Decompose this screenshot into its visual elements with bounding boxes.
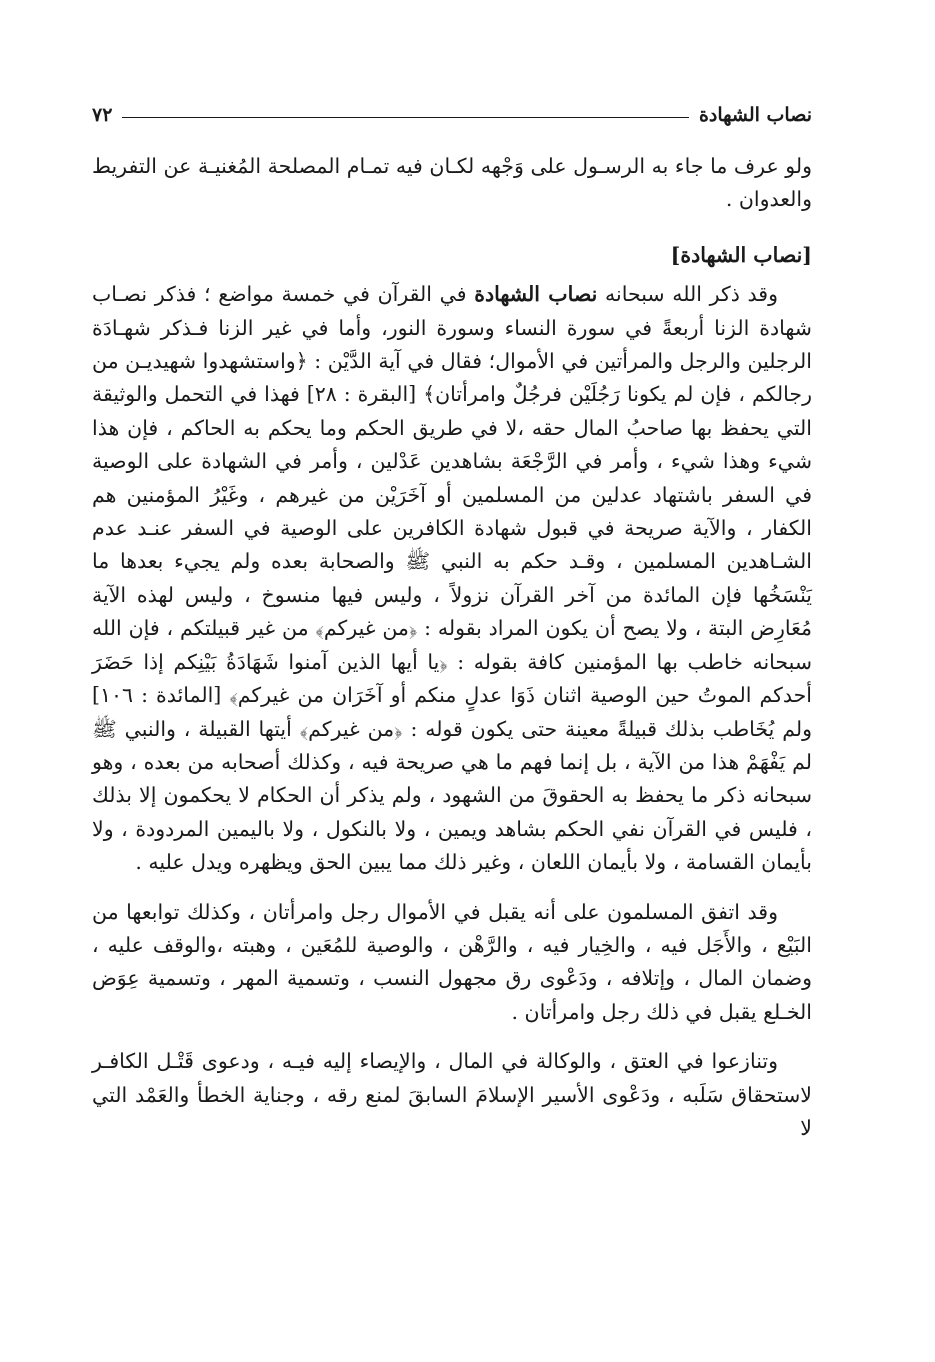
page-number: ٧٢ xyxy=(92,104,113,126)
section-heading: [نصاب الشهادة] xyxy=(670,242,812,267)
paragraph-1 xyxy=(92,278,812,879)
paragraph-1-start: وقد ذكر الله سبحانه xyxy=(597,282,779,307)
running-title: نصاب الشهادة xyxy=(698,104,812,126)
running-header xyxy=(92,96,812,126)
book-page xyxy=(92,96,812,1145)
paragraph-1-bold-term: نصاب الشهادة xyxy=(474,282,598,307)
body-text xyxy=(92,150,812,1145)
paragraph-1-rest: في القرآن في خمسة مواضع ؛ فذكر نصـاب شهادة الزنا أربعةً في سورة النساء وسورة النور، وأما في غير الزنا فـذكر شهـادَة الرجلين والرجل والمرأتين في الأموال؛ فقال في آية الدَّيْن : ﴿واستشهدوا شهيديـن من رجالكم ، فإن لم يكونا رَجُلَيْن فرجُلٌ وامرأتان﴾ [البقرة : ٢٨] فهذا في التحمل والوثيقة التي يحفظ بها صاحبُ المال حقه ،لا في طريق الحكم وما يحكم به الحاكم ، فإن هذا شيء وهذا شيء ، وأمر في الرَّجْعَة بشاهدين عَدْلين ، وأمر في الشهادة على الوصية في السفر باشتهاد عدلين من المسلمين أو آخَرَيْن من غيرهم ، وغَيْرُ المؤمنين هم الكفار ، والآية صريحة في قبول شهادة الكافرين على الوصية في السفر عنـد عدم الشـاهدين المسلمين ، وقـد حكم به النبي ﷺ والصحابة بعده ولم يجيء بعدها ما يَنْسَخُها فإن المائدة من آخر القرآن نزولاً ، وليس فيها منسوخ ، وليس لهذه الآية مُعَارِض البتة ، ولا يصح أن يكون المراد بقوله : ﴿من غيركم﴾ من غير قبيلتكم ، فإن الله سبحانه خاطب بها المؤمنين كافة بقوله : ﴿يا أيها الذين آمنوا شَهَادَةُ بَيْنِكم إذا حَضَرَ أحدكم الموتُ حين الوصية اثنان ذَوَا عدلٍ منكم أو آخَرَان من غيركم﴾ [المائدة : ١٠٦] ولم يُخَاطب بذلك قبيلةً معينة حتى يكون قوله : ﴿من غيركم﴾ أيتها القبيلة ، والنبي ﷺ لم يَفْهَمْ هذا من الآية ، بل إنما فهم ما هي صريحة فيه ، وكذلك أصحابه من بعده ، وهو سبحانه ذكر ما يحفظ به الحقوقَ من الشهود ، ولم يذكر أن الحكام لا يحكمون إلا بذلك ، فليس في القرآن نفي الحكم بشاهد ويمين ، ولا بالنكول ، ولا باليمين المردودة ، ولا بأيمان القسامة ، ولا بأيمان اللعان ، وغير ذلك مما يبين الحق ويظهره ويدل عليه . xyxy=(92,282,812,875)
header-rule xyxy=(122,117,689,118)
intro-paragraph: ولو عرف ما جاء به الرسـول على وَجْهه لكـان فيه تمـام المصلحة المُغنيـة عن التفريط والعدوان . xyxy=(92,154,812,212)
paragraph-3: وتنازعوا في العتق ، والوكالة في المال ، والإيصاء إليه فيـه ، ودعوى قَتْـل الكافـر لاستحقاق سَلَبه ، ودَعْوى الأسير الإسلامَ السابقَ لمنع رقه ، وجناية الخطأ والعَمْد التي لا xyxy=(92,1049,812,1140)
paragraph-2: وقد اتفق المسلمون على أنه يقبل في الأموال رجل وامرأتان ، وكذلك توابعها من البَيْع ، والأَجَل فيه ، والخِيار فيه ، والرَّهْن ، والوصية للمُعَين ، وهبته ،والوقف عليه ، وضمان المال ، وإتلافه ، ودَعْوى رق مجهول النسب ، وتسمية المهر ، وتسمية عِوَض الخـلع يقبل في ذلك رجل وامرأتان . xyxy=(92,899,812,1024)
